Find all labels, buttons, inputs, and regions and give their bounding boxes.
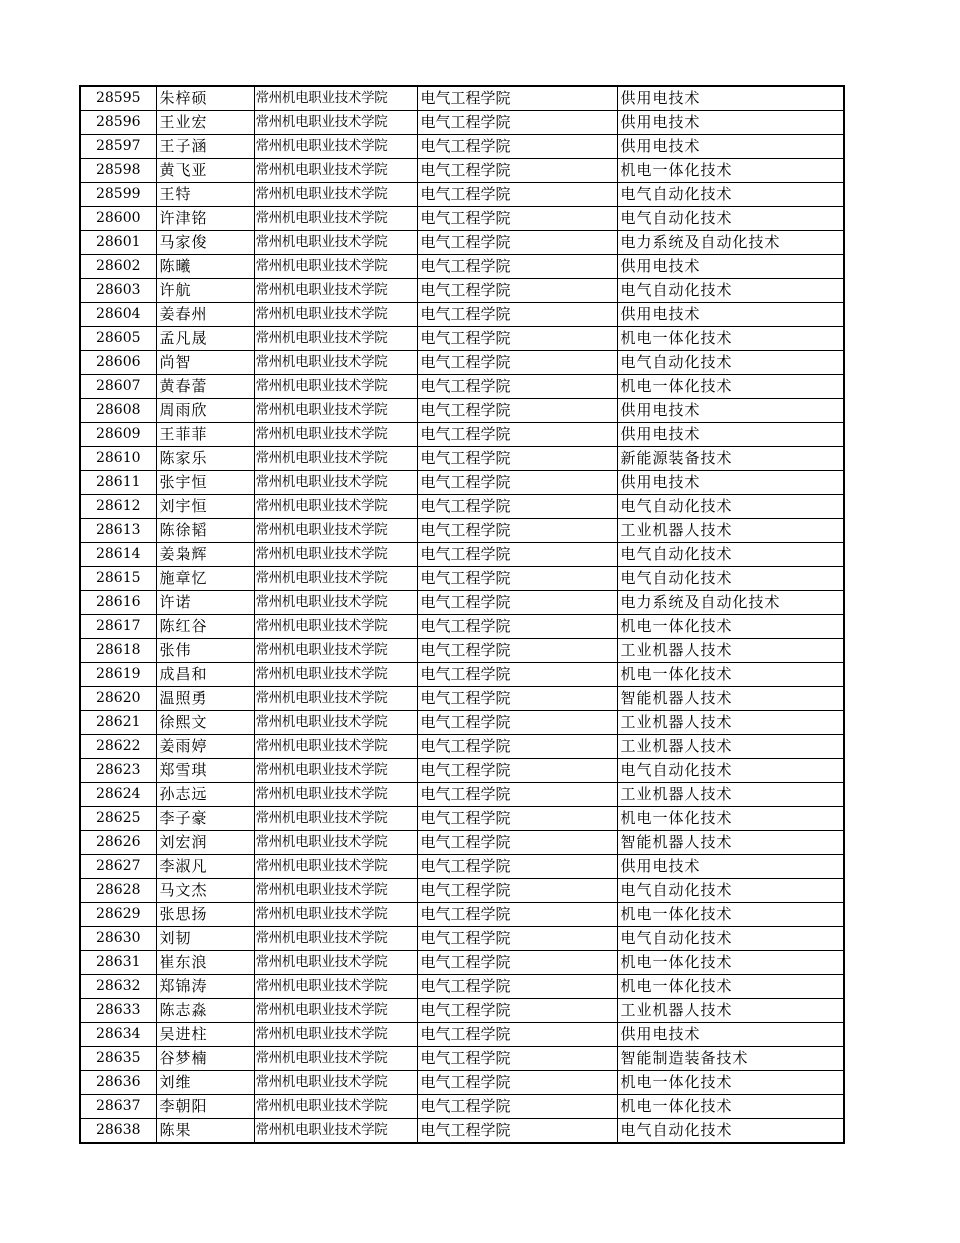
table-row — [80, 687, 844, 711]
department-cell: 电气工程学院 — [417, 999, 617, 1023]
student-id-cell: 28597 — [80, 135, 156, 159]
table-row — [80, 1023, 844, 1047]
student-id-cell: 28628 — [80, 879, 156, 903]
table-row — [80, 807, 844, 831]
major-cell: 供用电技术 — [617, 135, 844, 159]
student-id-cell: 28623 — [80, 759, 156, 783]
major-cell: 机电一体化技术 — [617, 375, 844, 399]
table-row — [80, 86, 844, 111]
table-row — [80, 543, 844, 567]
table-row — [80, 663, 844, 687]
table-row — [80, 903, 844, 927]
student-id-cell: 28614 — [80, 543, 156, 567]
student-id-cell: 28618 — [80, 639, 156, 663]
department-cell: 电气工程学院 — [417, 86, 617, 111]
department-cell: 电气工程学院 — [417, 183, 617, 207]
department-cell: 电气工程学院 — [417, 111, 617, 135]
school-cell: 常州机电职业技术学院 — [254, 999, 417, 1023]
student-name-cell: 成昌和 — [156, 663, 254, 687]
student-id-cell: 28595 — [80, 86, 156, 111]
table-row — [80, 111, 844, 135]
school-cell: 常州机电职业技术学院 — [254, 1071, 417, 1095]
student-id-cell: 28607 — [80, 375, 156, 399]
student-name-cell: 马家俊 — [156, 231, 254, 255]
student-id-cell: 28610 — [80, 447, 156, 471]
school-cell: 常州机电职业技术学院 — [254, 783, 417, 807]
major-cell: 电气自动化技术 — [617, 879, 844, 903]
department-cell: 电气工程学院 — [417, 783, 617, 807]
table-row — [80, 927, 844, 951]
department-cell: 电气工程学院 — [417, 1023, 617, 1047]
school-cell: 常州机电职业技术学院 — [254, 135, 417, 159]
school-cell: 常州机电职业技术学院 — [254, 879, 417, 903]
table-row — [80, 303, 844, 327]
major-cell: 供用电技术 — [617, 86, 844, 111]
department-cell: 电气工程学院 — [417, 447, 617, 471]
student-name-cell: 张思扬 — [156, 903, 254, 927]
major-cell: 智能机器人技术 — [617, 687, 844, 711]
school-cell: 常州机电职业技术学院 — [254, 399, 417, 423]
student-id-cell: 28613 — [80, 519, 156, 543]
major-cell: 智能机器人技术 — [617, 831, 844, 855]
major-cell: 机电一体化技术 — [617, 615, 844, 639]
school-cell: 常州机电职业技术学院 — [254, 543, 417, 567]
department-cell: 电气工程学院 — [417, 831, 617, 855]
department-cell: 电气工程学院 — [417, 687, 617, 711]
department-cell: 电气工程学院 — [417, 879, 617, 903]
department-cell: 电气工程学院 — [417, 807, 617, 831]
table-row — [80, 471, 844, 495]
major-cell: 电气自动化技术 — [617, 1119, 844, 1144]
table-row — [80, 351, 844, 375]
major-cell: 工业机器人技术 — [617, 735, 844, 759]
student-id-cell: 28616 — [80, 591, 156, 615]
student-name-cell: 孟凡晟 — [156, 327, 254, 351]
student-id-cell: 28619 — [80, 663, 156, 687]
student-id-cell: 28621 — [80, 711, 156, 735]
major-cell: 电力系统及自动化技术 — [617, 231, 844, 255]
table-row — [80, 615, 844, 639]
student-id-cell: 28615 — [80, 567, 156, 591]
student-name-cell: 王子涵 — [156, 135, 254, 159]
table-row — [80, 279, 844, 303]
student-id-cell: 28612 — [80, 495, 156, 519]
school-cell: 常州机电职业技术学院 — [254, 831, 417, 855]
table-row — [80, 735, 844, 759]
major-cell: 供用电技术 — [617, 111, 844, 135]
student-id-cell: 28631 — [80, 951, 156, 975]
table-row — [80, 639, 844, 663]
department-cell: 电气工程学院 — [417, 1047, 617, 1071]
table-row — [80, 855, 844, 879]
student-id-cell: 28603 — [80, 279, 156, 303]
student-id-cell: 28637 — [80, 1095, 156, 1119]
major-cell: 供用电技术 — [617, 399, 844, 423]
student-name-cell: 陈曦 — [156, 255, 254, 279]
table-row — [80, 375, 844, 399]
major-cell: 智能制造装备技术 — [617, 1047, 844, 1071]
student-name-cell: 刘维 — [156, 1071, 254, 1095]
major-cell: 电力系统及自动化技术 — [617, 591, 844, 615]
student-name-cell: 许津铭 — [156, 207, 254, 231]
school-cell: 常州机电职业技术学院 — [254, 927, 417, 951]
department-cell: 电气工程学院 — [417, 1071, 617, 1095]
major-cell: 电气自动化技术 — [617, 495, 844, 519]
school-cell: 常州机电职业技术学院 — [254, 639, 417, 663]
major-cell: 供用电技术 — [617, 303, 844, 327]
table-row — [80, 231, 844, 255]
table-row — [80, 135, 844, 159]
major-cell: 电气自动化技术 — [617, 759, 844, 783]
student-name-cell: 朱梓硕 — [156, 86, 254, 111]
major-cell: 供用电技术 — [617, 255, 844, 279]
school-cell: 常州机电职业技术学院 — [254, 519, 417, 543]
student-id-cell: 28624 — [80, 783, 156, 807]
school-cell: 常州机电职业技术学院 — [254, 735, 417, 759]
department-cell: 电气工程学院 — [417, 903, 617, 927]
department-cell: 电气工程学院 — [417, 135, 617, 159]
table-row — [80, 783, 844, 807]
student-name-cell: 许诺 — [156, 591, 254, 615]
student-name-cell: 吴进柱 — [156, 1023, 254, 1047]
school-cell: 常州机电职业技术学院 — [254, 1119, 417, 1144]
student-id-cell: 28596 — [80, 111, 156, 135]
major-cell: 供用电技术 — [617, 1023, 844, 1047]
major-cell: 机电一体化技术 — [617, 807, 844, 831]
student-name-cell: 刘宇恒 — [156, 495, 254, 519]
student-list-table — [79, 85, 845, 1144]
table-row — [80, 1071, 844, 1095]
student-name-cell: 孙志远 — [156, 783, 254, 807]
major-cell: 供用电技术 — [617, 423, 844, 447]
department-cell: 电气工程学院 — [417, 327, 617, 351]
student-id-cell: 28633 — [80, 999, 156, 1023]
school-cell: 常州机电职业技术学院 — [254, 279, 417, 303]
table-row — [80, 495, 844, 519]
student-id-cell: 28608 — [80, 399, 156, 423]
student-name-cell: 姜枭辉 — [156, 543, 254, 567]
department-cell: 电气工程学院 — [417, 591, 617, 615]
department-cell: 电气工程学院 — [417, 423, 617, 447]
table-row — [80, 1095, 844, 1119]
department-cell: 电气工程学院 — [417, 615, 617, 639]
student-name-cell: 刘宏润 — [156, 831, 254, 855]
major-cell: 电气自动化技术 — [617, 279, 844, 303]
major-cell: 机电一体化技术 — [617, 1095, 844, 1119]
table-body — [80, 86, 844, 1143]
school-cell: 常州机电职业技术学院 — [254, 807, 417, 831]
school-cell: 常州机电职业技术学院 — [254, 663, 417, 687]
table-row — [80, 159, 844, 183]
school-cell: 常州机电职业技术学院 — [254, 615, 417, 639]
major-cell: 机电一体化技术 — [617, 951, 844, 975]
major-cell: 电气自动化技术 — [617, 927, 844, 951]
student-id-cell: 28632 — [80, 975, 156, 999]
major-cell: 工业机器人技术 — [617, 519, 844, 543]
major-cell: 新能源装备技术 — [617, 447, 844, 471]
student-name-cell: 陈果 — [156, 1119, 254, 1144]
student-id-cell: 28600 — [80, 207, 156, 231]
student-name-cell: 尚智 — [156, 351, 254, 375]
major-cell: 机电一体化技术 — [617, 159, 844, 183]
table-row — [80, 567, 844, 591]
department-cell: 电气工程学院 — [417, 759, 617, 783]
department-cell: 电气工程学院 — [417, 735, 617, 759]
department-cell: 电气工程学院 — [417, 975, 617, 999]
major-cell: 工业机器人技术 — [617, 639, 844, 663]
student-name-cell: 陈红谷 — [156, 615, 254, 639]
school-cell: 常州机电职业技术学院 — [254, 975, 417, 999]
student-name-cell: 崔东浪 — [156, 951, 254, 975]
student-name-cell: 张伟 — [156, 639, 254, 663]
major-cell: 电气自动化技术 — [617, 567, 844, 591]
school-cell: 常州机电职业技术学院 — [254, 591, 417, 615]
table-row — [80, 399, 844, 423]
table-row — [80, 183, 844, 207]
department-cell: 电气工程学院 — [417, 495, 617, 519]
student-name-cell: 姜春州 — [156, 303, 254, 327]
department-cell: 电气工程学院 — [417, 951, 617, 975]
school-cell: 常州机电职业技术学院 — [254, 327, 417, 351]
table-row — [80, 1047, 844, 1071]
table-row — [80, 255, 844, 279]
student-name-cell: 王菲菲 — [156, 423, 254, 447]
student-name-cell: 王业宏 — [156, 111, 254, 135]
school-cell: 常州机电职业技术学院 — [254, 1023, 417, 1047]
major-cell: 机电一体化技术 — [617, 1071, 844, 1095]
student-name-cell: 郑雪琪 — [156, 759, 254, 783]
major-cell: 电气自动化技术 — [617, 543, 844, 567]
table-row — [80, 951, 844, 975]
student-id-cell: 28630 — [80, 927, 156, 951]
major-cell: 机电一体化技术 — [617, 903, 844, 927]
school-cell: 常州机电职业技术学院 — [254, 303, 417, 327]
major-cell: 工业机器人技术 — [617, 999, 844, 1023]
department-cell: 电气工程学院 — [417, 519, 617, 543]
student-id-cell: 28625 — [80, 807, 156, 831]
student-id-cell: 28629 — [80, 903, 156, 927]
student-id-cell: 28635 — [80, 1047, 156, 1071]
student-name-cell: 李朝阳 — [156, 1095, 254, 1119]
student-name-cell: 黄飞亚 — [156, 159, 254, 183]
student-name-cell: 周雨欣 — [156, 399, 254, 423]
student-name-cell: 谷梦楠 — [156, 1047, 254, 1071]
student-id-cell: 28611 — [80, 471, 156, 495]
school-cell: 常州机电职业技术学院 — [254, 759, 417, 783]
student-id-cell: 28606 — [80, 351, 156, 375]
student-name-cell: 李子豪 — [156, 807, 254, 831]
student-id-cell: 28599 — [80, 183, 156, 207]
student-name-cell: 马文杰 — [156, 879, 254, 903]
table-row — [80, 327, 844, 351]
department-cell: 电气工程学院 — [417, 711, 617, 735]
department-cell: 电气工程学院 — [417, 639, 617, 663]
student-name-cell: 郑锦涛 — [156, 975, 254, 999]
department-cell: 电气工程学院 — [417, 279, 617, 303]
student-id-cell: 28604 — [80, 303, 156, 327]
student-name-cell: 许航 — [156, 279, 254, 303]
major-cell: 供用电技术 — [617, 471, 844, 495]
department-cell: 电气工程学院 — [417, 351, 617, 375]
major-cell: 工业机器人技术 — [617, 711, 844, 735]
school-cell: 常州机电职业技术学院 — [254, 951, 417, 975]
major-cell: 工业机器人技术 — [617, 783, 844, 807]
department-cell: 电气工程学院 — [417, 927, 617, 951]
student-name-cell: 徐熙文 — [156, 711, 254, 735]
school-cell: 常州机电职业技术学院 — [254, 159, 417, 183]
school-cell: 常州机电职业技术学院 — [254, 471, 417, 495]
student-id-cell: 28602 — [80, 255, 156, 279]
department-cell: 电气工程学院 — [417, 231, 617, 255]
school-cell: 常州机电职业技术学院 — [254, 111, 417, 135]
student-id-cell: 28605 — [80, 327, 156, 351]
school-cell: 常州机电职业技术学院 — [254, 351, 417, 375]
table-row — [80, 879, 844, 903]
student-name-cell: 陈志淼 — [156, 999, 254, 1023]
student-id-cell: 28636 — [80, 1071, 156, 1095]
school-cell: 常州机电职业技术学院 — [254, 447, 417, 471]
major-cell: 电气自动化技术 — [617, 351, 844, 375]
student-name-cell: 施章忆 — [156, 567, 254, 591]
department-cell: 电气工程学院 — [417, 567, 617, 591]
major-cell: 电气自动化技术 — [617, 207, 844, 231]
department-cell: 电气工程学院 — [417, 303, 617, 327]
table-row — [80, 831, 844, 855]
department-cell: 电气工程学院 — [417, 399, 617, 423]
school-cell: 常州机电职业技术学院 — [254, 711, 417, 735]
student-id-cell: 28627 — [80, 855, 156, 879]
table-row — [80, 1119, 844, 1144]
table-row — [80, 999, 844, 1023]
school-cell: 常州机电职业技术学院 — [254, 183, 417, 207]
major-cell: 机电一体化技术 — [617, 327, 844, 351]
school-cell: 常州机电职业技术学院 — [254, 207, 417, 231]
major-cell: 机电一体化技术 — [617, 663, 844, 687]
department-cell: 电气工程学院 — [417, 855, 617, 879]
major-cell: 电气自动化技术 — [617, 183, 844, 207]
school-cell: 常州机电职业技术学院 — [254, 1047, 417, 1071]
major-cell: 机电一体化技术 — [617, 975, 844, 999]
table-row — [80, 759, 844, 783]
department-cell: 电气工程学院 — [417, 1095, 617, 1119]
student-id-cell: 28634 — [80, 1023, 156, 1047]
school-cell: 常州机电职业技术学院 — [254, 375, 417, 399]
school-cell: 常州机电职业技术学院 — [254, 255, 417, 279]
school-cell: 常州机电职业技术学院 — [254, 903, 417, 927]
department-cell: 电气工程学院 — [417, 543, 617, 567]
department-cell: 电气工程学院 — [417, 375, 617, 399]
school-cell: 常州机电职业技术学院 — [254, 495, 417, 519]
school-cell: 常州机电职业技术学院 — [254, 855, 417, 879]
student-id-cell: 28609 — [80, 423, 156, 447]
school-cell: 常州机电职业技术学院 — [254, 423, 417, 447]
student-name-cell: 黄春蕾 — [156, 375, 254, 399]
student-id-cell: 28626 — [80, 831, 156, 855]
school-cell: 常州机电职业技术学院 — [254, 231, 417, 255]
student-name-cell: 王特 — [156, 183, 254, 207]
department-cell: 电气工程学院 — [417, 663, 617, 687]
school-cell: 常州机电职业技术学院 — [254, 567, 417, 591]
student-name-cell: 姜雨婷 — [156, 735, 254, 759]
major-cell: 供用电技术 — [617, 855, 844, 879]
table-row — [80, 975, 844, 999]
student-name-cell: 刘韧 — [156, 927, 254, 951]
student-id-cell: 28620 — [80, 687, 156, 711]
table-row — [80, 519, 844, 543]
student-id-cell: 28598 — [80, 159, 156, 183]
student-name-cell: 张宇恒 — [156, 471, 254, 495]
school-cell: 常州机电职业技术学院 — [254, 1095, 417, 1119]
table-row — [80, 711, 844, 735]
table-row — [80, 423, 844, 447]
student-name-cell: 温照勇 — [156, 687, 254, 711]
student-name-cell: 陈徐韬 — [156, 519, 254, 543]
student-id-cell: 28622 — [80, 735, 156, 759]
student-name-cell: 李淑凡 — [156, 855, 254, 879]
table-row — [80, 591, 844, 615]
school-cell: 常州机电职业技术学院 — [254, 86, 417, 111]
student-id-cell: 28617 — [80, 615, 156, 639]
student-id-cell: 28601 — [80, 231, 156, 255]
student-id-cell: 28638 — [80, 1119, 156, 1144]
table-row — [80, 207, 844, 231]
student-name-cell: 陈家乐 — [156, 447, 254, 471]
department-cell: 电气工程学院 — [417, 471, 617, 495]
department-cell: 电气工程学院 — [417, 207, 617, 231]
department-cell: 电气工程学院 — [417, 255, 617, 279]
department-cell: 电气工程学院 — [417, 1119, 617, 1144]
department-cell: 电气工程学院 — [417, 159, 617, 183]
table-row — [80, 447, 844, 471]
school-cell: 常州机电职业技术学院 — [254, 687, 417, 711]
